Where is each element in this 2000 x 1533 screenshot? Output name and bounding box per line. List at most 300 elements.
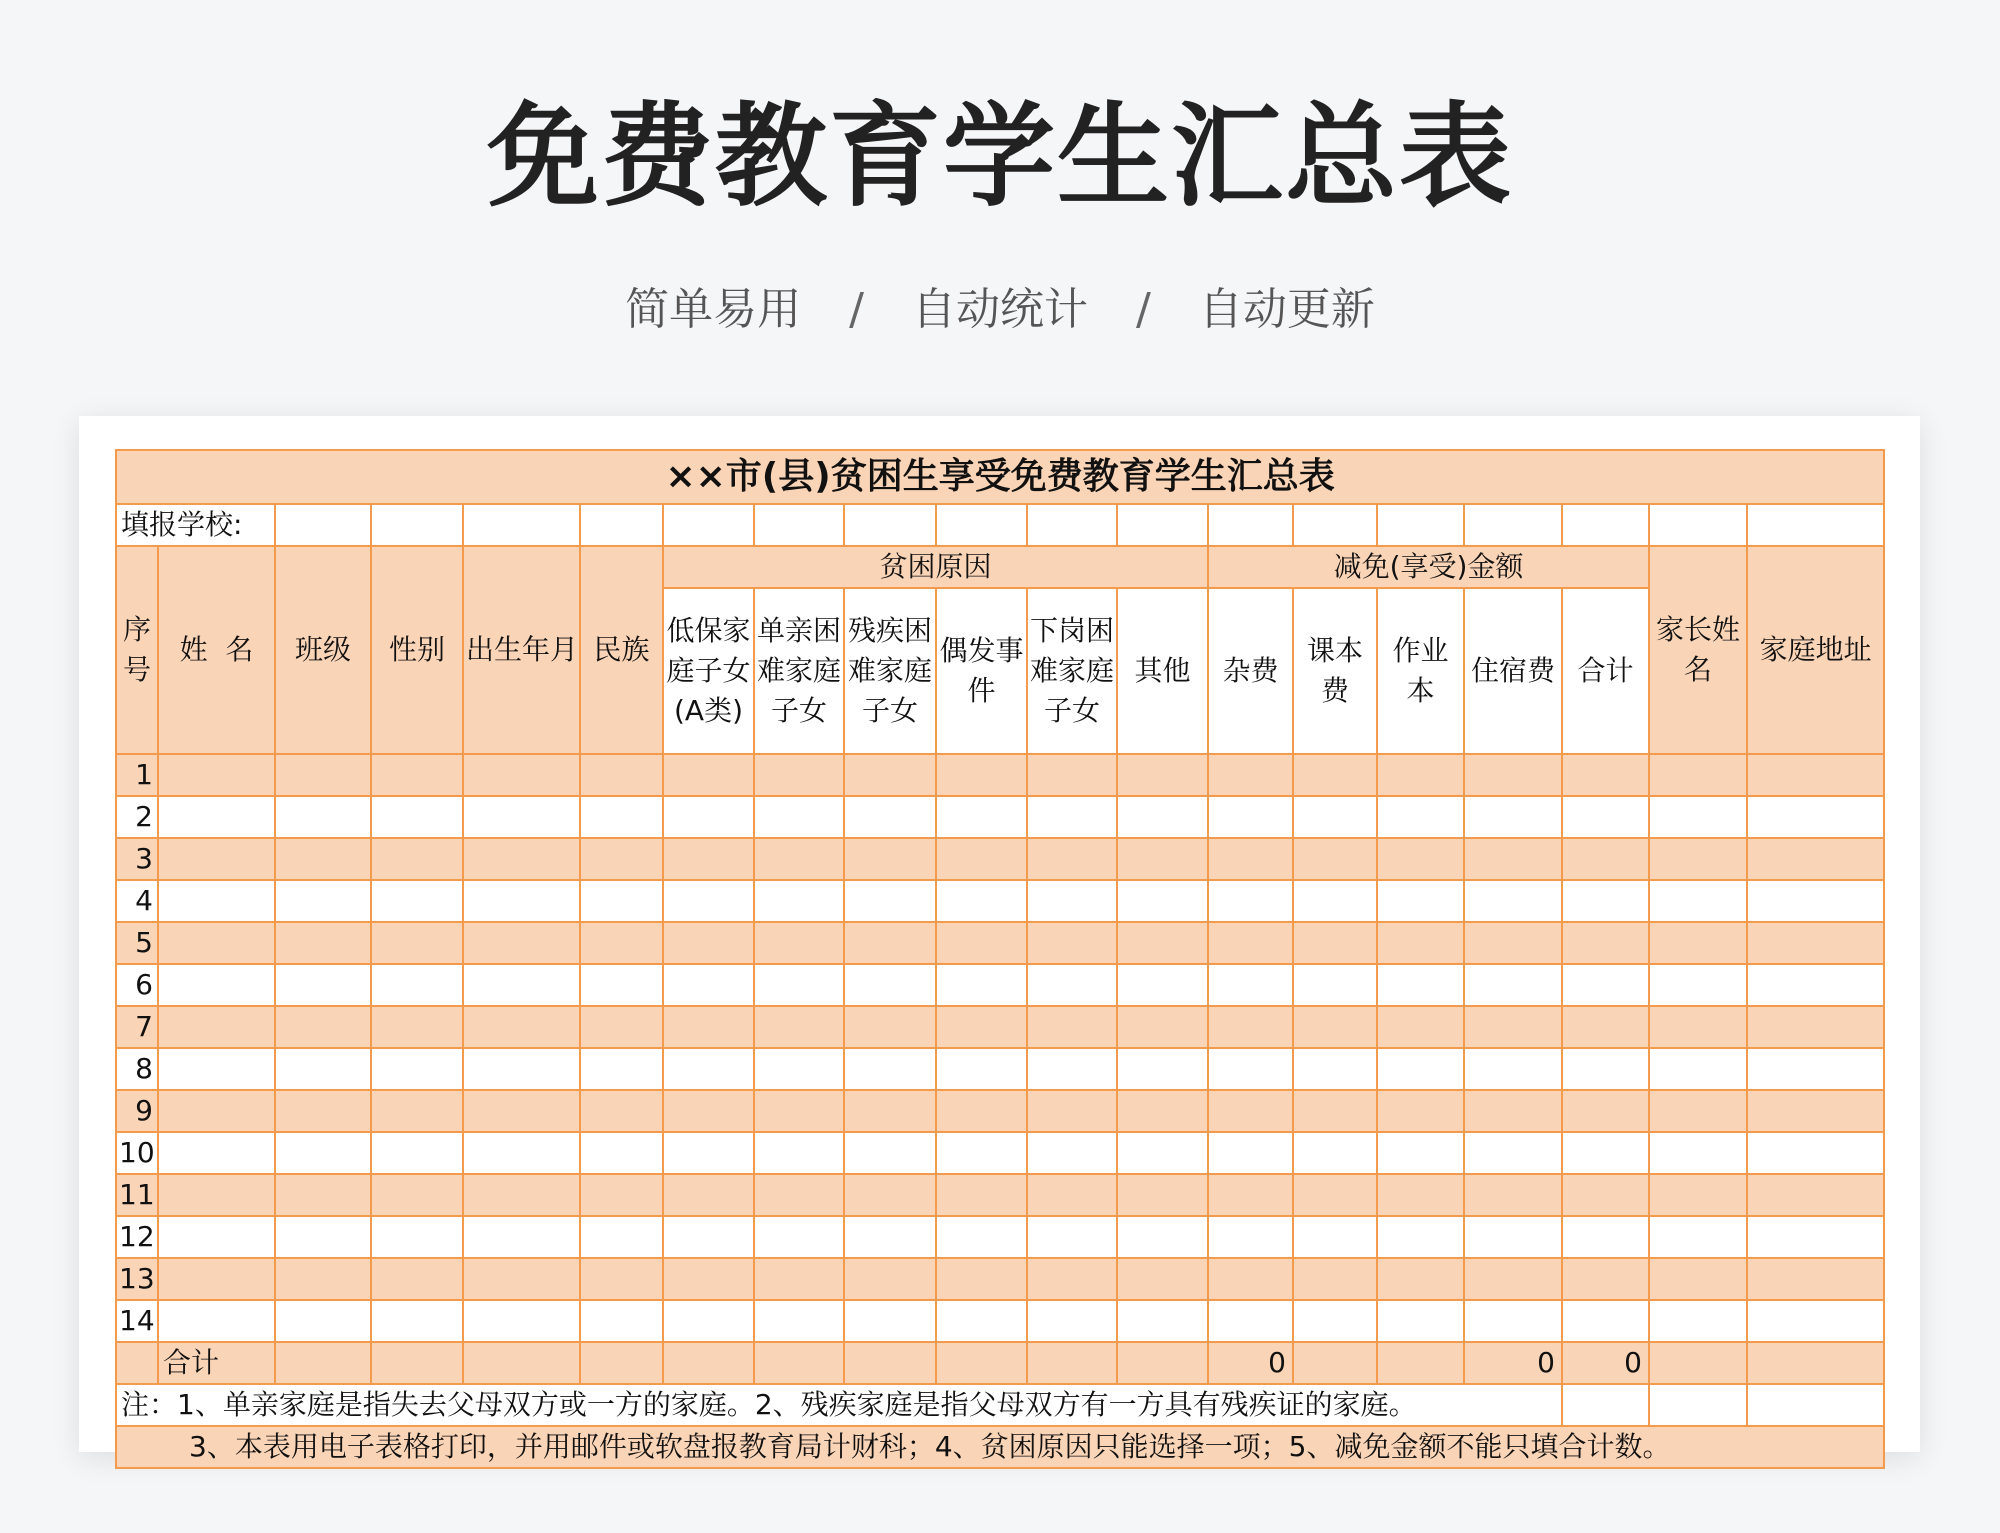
cell[interactable] — [1747, 964, 1884, 1006]
cell[interactable] — [463, 754, 580, 796]
cell[interactable] — [463, 1300, 580, 1342]
cell[interactable] — [754, 1258, 844, 1300]
cell[interactable] — [754, 1048, 844, 1090]
cell[interactable] — [1027, 1006, 1117, 1048]
cell[interactable] — [275, 1090, 371, 1132]
cell[interactable] — [844, 1048, 936, 1090]
cell[interactable] — [463, 1342, 580, 1384]
cell[interactable] — [1117, 964, 1208, 1006]
cell[interactable] — [1117, 504, 1208, 546]
cell[interactable] — [1208, 964, 1293, 1006]
cell[interactable] — [1293, 1258, 1377, 1300]
cell[interactable] — [158, 1048, 275, 1090]
cell[interactable] — [1464, 754, 1562, 796]
cell[interactable] — [463, 922, 580, 964]
cell[interactable] — [1027, 754, 1117, 796]
cell[interactable] — [1464, 504, 1562, 546]
cell[interactable] — [1562, 754, 1649, 796]
feature-auto-stats: 自动统计 — [912, 284, 1088, 335]
cell[interactable] — [754, 922, 844, 964]
cell[interactable] — [580, 1132, 663, 1174]
cell[interactable] — [1293, 1174, 1377, 1216]
cell[interactable] — [1649, 838, 1747, 880]
cell[interactable] — [1464, 1216, 1562, 1258]
cell[interactable] — [158, 1258, 275, 1300]
cell[interactable] — [754, 1090, 844, 1132]
cell[interactable] — [1293, 838, 1377, 880]
cell[interactable] — [663, 880, 754, 922]
cell[interactable] — [1208, 754, 1293, 796]
cell[interactable] — [1208, 1132, 1293, 1174]
cell[interactable] — [1027, 1132, 1117, 1174]
cell[interactable] — [371, 796, 463, 838]
cell[interactable] — [844, 1006, 936, 1048]
cell[interactable] — [1464, 1006, 1562, 1048]
table-row — [116, 1174, 1884, 1216]
cell[interactable] — [1377, 1300, 1464, 1342]
cell[interactable] — [1117, 754, 1208, 796]
cell[interactable] — [663, 1216, 754, 1258]
cell[interactable] — [1562, 1216, 1649, 1258]
cell[interactable] — [463, 796, 580, 838]
cell[interactable] — [844, 796, 936, 838]
cell[interactable] — [1649, 880, 1747, 922]
cell[interactable] — [1027, 1342, 1117, 1384]
cell[interactable] — [844, 838, 936, 880]
cell[interactable] — [1293, 504, 1377, 546]
cell[interactable] — [1027, 1048, 1117, 1090]
cell[interactable] — [1747, 1300, 1884, 1342]
cell[interactable] — [1377, 504, 1464, 546]
cell[interactable] — [1747, 796, 1884, 838]
cell[interactable] — [1117, 1132, 1208, 1174]
cell[interactable] — [1649, 1258, 1747, 1300]
table-row — [116, 1300, 1884, 1342]
total-misc-fee[interactable]: 0 — [1208, 1342, 1293, 1384]
cell[interactable] — [1649, 1048, 1747, 1090]
cell[interactable] — [1377, 922, 1464, 964]
cell[interactable] — [754, 880, 844, 922]
cell[interactable] — [1747, 1384, 1884, 1426]
cell[interactable] — [158, 796, 275, 838]
cell[interactable] — [663, 964, 754, 1006]
cell[interactable] — [1562, 504, 1649, 546]
cell[interactable] — [463, 1006, 580, 1048]
cell[interactable] — [1117, 1216, 1208, 1258]
cell[interactable] — [580, 838, 663, 880]
cell[interactable] — [844, 1300, 936, 1342]
cell[interactable] — [1377, 1132, 1464, 1174]
cell[interactable] — [1377, 880, 1464, 922]
cell[interactable] — [1377, 1258, 1464, 1300]
cell[interactable] — [1747, 504, 1884, 546]
cell[interactable] — [663, 1006, 754, 1048]
cell[interactable] — [1747, 1258, 1884, 1300]
cell[interactable] — [1293, 754, 1377, 796]
cell[interactable] — [1562, 1300, 1649, 1342]
cell[interactable] — [275, 1132, 371, 1174]
cell[interactable] — [1117, 880, 1208, 922]
cell[interactable] — [754, 1300, 844, 1342]
cell[interactable] — [1747, 880, 1884, 922]
cell[interactable] — [371, 1174, 463, 1216]
cell[interactable] — [1293, 922, 1377, 964]
cell[interactable] — [663, 754, 754, 796]
cell[interactable] — [754, 796, 844, 838]
cell[interactable] — [936, 1090, 1027, 1132]
cell[interactable] — [1464, 964, 1562, 1006]
cell[interactable] — [463, 1216, 580, 1258]
school-input-cell[interactable] — [275, 504, 371, 546]
cell[interactable] — [158, 922, 275, 964]
cell[interactable] — [371, 1090, 463, 1132]
cell[interactable] — [580, 880, 663, 922]
cell[interactable] — [580, 1300, 663, 1342]
cell[interactable] — [1464, 1300, 1562, 1342]
cell[interactable] — [1377, 1216, 1464, 1258]
cell[interactable] — [371, 1006, 463, 1048]
cell[interactable] — [1027, 1300, 1117, 1342]
cell[interactable] — [158, 1216, 275, 1258]
cell[interactable] — [158, 1090, 275, 1132]
cell[interactable] — [844, 1216, 936, 1258]
cell[interactable] — [754, 1006, 844, 1048]
cell[interactable] — [936, 838, 1027, 880]
cell[interactable] — [580, 1174, 663, 1216]
cell[interactable] — [754, 1132, 844, 1174]
cell[interactable] — [1562, 922, 1649, 964]
cell[interactable] — [371, 964, 463, 1006]
cell[interactable] — [936, 1132, 1027, 1174]
cell[interactable] — [1562, 1048, 1649, 1090]
cell[interactable] — [754, 1342, 844, 1384]
cell[interactable] — [663, 1174, 754, 1216]
cell[interactable] — [1562, 1132, 1649, 1174]
cell[interactable] — [754, 1216, 844, 1258]
cell[interactable] — [844, 922, 936, 964]
cell[interactable] — [1027, 1216, 1117, 1258]
cell[interactable] — [1377, 796, 1464, 838]
cell[interactable] — [275, 838, 371, 880]
cell[interactable] — [1208, 796, 1293, 838]
school-label: 填报学校: — [116, 504, 275, 546]
cell[interactable] — [1117, 796, 1208, 838]
cell[interactable] — [1208, 1216, 1293, 1258]
cell[interactable] — [1747, 1090, 1884, 1132]
cell[interactable] — [463, 1258, 580, 1300]
cell[interactable] — [844, 754, 936, 796]
cell[interactable] — [663, 922, 754, 964]
cell[interactable] — [371, 754, 463, 796]
header-group-poverty: 贫困原因 — [663, 546, 1208, 588]
cell[interactable] — [275, 1216, 371, 1258]
cell[interactable] — [1027, 1174, 1117, 1216]
cell[interactable] — [936, 1258, 1027, 1300]
cell[interactable] — [1649, 1006, 1747, 1048]
cell[interactable] — [1027, 504, 1117, 546]
cell[interactable] — [1027, 838, 1117, 880]
cell[interactable] — [1208, 1090, 1293, 1132]
cell[interactable] — [754, 754, 844, 796]
cell[interactable] — [1377, 754, 1464, 796]
cell[interactable] — [844, 1342, 936, 1384]
cell[interactable] — [1747, 922, 1884, 964]
cell[interactable] — [1464, 838, 1562, 880]
cell[interactable] — [1293, 1342, 1377, 1384]
cell[interactable] — [936, 1300, 1027, 1342]
cell[interactable] — [275, 796, 371, 838]
cell[interactable] — [1747, 1342, 1884, 1384]
cell[interactable] — [936, 1048, 1027, 1090]
cell[interactable] — [371, 922, 463, 964]
cell[interactable] — [1117, 838, 1208, 880]
cell[interactable] — [844, 1132, 936, 1174]
cell[interactable] — [1027, 1258, 1117, 1300]
cell[interactable] — [463, 1048, 580, 1090]
cell[interactable] — [463, 964, 580, 1006]
cell[interactable] — [936, 504, 1027, 546]
cell[interactable] — [1027, 964, 1117, 1006]
cell[interactable] — [371, 880, 463, 922]
cell[interactable] — [158, 1132, 275, 1174]
cell[interactable] — [116, 1342, 158, 1384]
cell[interactable] — [1027, 922, 1117, 964]
cell[interactable] — [1117, 1090, 1208, 1132]
cell[interactable] — [371, 1300, 463, 1342]
cell[interactable] — [1649, 1174, 1747, 1216]
cell[interactable] — [844, 964, 936, 1006]
cell[interactable] — [371, 1258, 463, 1300]
cell[interactable] — [371, 1048, 463, 1090]
cell[interactable] — [1293, 1216, 1377, 1258]
total-lodging-fee[interactable]: 0 — [1464, 1342, 1562, 1384]
cell[interactable] — [580, 754, 663, 796]
cell[interactable] — [580, 1090, 663, 1132]
cell[interactable] — [1027, 796, 1117, 838]
cell[interactable] — [371, 1132, 463, 1174]
cell[interactable] — [1377, 1048, 1464, 1090]
cell[interactable] — [1464, 922, 1562, 964]
cell[interactable] — [936, 880, 1027, 922]
cell[interactable] — [275, 964, 371, 1006]
cell[interactable] — [663, 1090, 754, 1132]
cell[interactable] — [275, 1048, 371, 1090]
cell[interactable] — [463, 1090, 580, 1132]
cell[interactable] — [1747, 754, 1884, 796]
cell[interactable] — [1293, 1132, 1377, 1174]
cell[interactable] — [158, 1006, 275, 1048]
cell[interactable] — [1293, 796, 1377, 838]
cell[interactable] — [1562, 964, 1649, 1006]
cell[interactable] — [1117, 922, 1208, 964]
cell[interactable] — [1562, 1384, 1649, 1426]
cell[interactable] — [1649, 964, 1747, 1006]
cell[interactable] — [1464, 1258, 1562, 1300]
cell[interactable] — [1377, 964, 1464, 1006]
cell[interactable] — [1464, 1132, 1562, 1174]
cell[interactable] — [1562, 1090, 1649, 1132]
cell[interactable] — [1649, 796, 1747, 838]
cell[interactable] — [275, 1342, 371, 1384]
cell[interactable] — [580, 1216, 663, 1258]
cell[interactable] — [663, 796, 754, 838]
cell[interactable] — [1208, 1300, 1293, 1342]
cell[interactable] — [1464, 880, 1562, 922]
cell[interactable] — [1649, 1090, 1747, 1132]
cell[interactable] — [663, 838, 754, 880]
cell[interactable] — [580, 1342, 663, 1384]
cell[interactable] — [1208, 922, 1293, 964]
cell[interactable] — [1649, 1216, 1747, 1258]
cell[interactable] — [371, 504, 463, 546]
cell[interactable] — [844, 1090, 936, 1132]
cell[interactable] — [663, 1132, 754, 1174]
cell[interactable] — [754, 1174, 844, 1216]
cell[interactable] — [1293, 964, 1377, 1006]
cell[interactable] — [663, 1342, 754, 1384]
cell[interactable] — [158, 1174, 275, 1216]
cell[interactable] — [371, 838, 463, 880]
cell[interactable] — [158, 964, 275, 1006]
sheet-title: ××市(县)贫困生享受免费教育学生汇总表 — [116, 450, 1884, 504]
cell[interactable] — [1747, 1132, 1884, 1174]
cell[interactable] — [844, 880, 936, 922]
cell[interactable] — [1464, 1174, 1562, 1216]
cell[interactable] — [844, 1174, 936, 1216]
cell[interactable] — [1208, 1048, 1293, 1090]
cell[interactable] — [275, 1174, 371, 1216]
cell[interactable] — [1747, 1048, 1884, 1090]
cell[interactable] — [1377, 838, 1464, 880]
cell[interactable] — [1027, 1090, 1117, 1132]
cell[interactable] — [663, 1048, 754, 1090]
cell[interactable] — [1293, 1006, 1377, 1048]
cell[interactable] — [580, 1048, 663, 1090]
cell[interactable] — [1649, 1342, 1747, 1384]
cell[interactable] — [1649, 754, 1747, 796]
cell[interactable] — [936, 754, 1027, 796]
cell[interactable] — [1562, 838, 1649, 880]
cell[interactable] — [580, 964, 663, 1006]
cell[interactable] — [754, 964, 844, 1006]
cell[interactable] — [1649, 504, 1747, 546]
cell[interactable] — [1747, 1216, 1884, 1258]
cell[interactable] — [275, 754, 371, 796]
cell[interactable] — [275, 1300, 371, 1342]
total-sum[interactable]: 0 — [1562, 1342, 1649, 1384]
cell[interactable] — [1208, 504, 1293, 546]
cell[interactable] — [1649, 1132, 1747, 1174]
cell[interactable] — [1117, 1006, 1208, 1048]
cell[interactable] — [1117, 1048, 1208, 1090]
cell[interactable] — [275, 1006, 371, 1048]
cell[interactable] — [1208, 838, 1293, 880]
cell[interactable] — [936, 1342, 1027, 1384]
cell[interactable] — [158, 880, 275, 922]
cell[interactable] — [1027, 880, 1117, 922]
cell[interactable] — [1649, 1384, 1747, 1426]
cell[interactable] — [1747, 838, 1884, 880]
cell[interactable] — [936, 1174, 1027, 1216]
cell[interactable] — [580, 1258, 663, 1300]
cell[interactable] — [580, 1006, 663, 1048]
cell[interactable] — [936, 922, 1027, 964]
cell[interactable] — [754, 838, 844, 880]
cell[interactable] — [1649, 922, 1747, 964]
cell[interactable] — [1562, 1258, 1649, 1300]
cell[interactable] — [844, 504, 936, 546]
cell[interactable] — [1208, 1006, 1293, 1048]
cell[interactable] — [1293, 880, 1377, 922]
cell[interactable] — [463, 1132, 580, 1174]
cell[interactable] — [1649, 1300, 1747, 1342]
cell[interactable] — [1747, 1006, 1884, 1048]
cell[interactable] — [580, 504, 663, 546]
cell[interactable] — [754, 504, 844, 546]
table-row — [116, 1132, 1884, 1174]
cell[interactable] — [1293, 1090, 1377, 1132]
cell[interactable] — [1117, 1342, 1208, 1384]
cell[interactable] — [663, 504, 754, 546]
cell[interactable] — [1562, 1006, 1649, 1048]
cell[interactable] — [936, 964, 1027, 1006]
cell[interactable] — [1117, 1258, 1208, 1300]
cell[interactable] — [1293, 1048, 1377, 1090]
cell[interactable] — [463, 1174, 580, 1216]
cell[interactable] — [1464, 1048, 1562, 1090]
table-row — [116, 754, 1884, 796]
cell[interactable] — [1747, 1174, 1884, 1216]
cell[interactable] — [844, 1258, 936, 1300]
cell[interactable] — [1562, 880, 1649, 922]
cell[interactable] — [463, 504, 580, 546]
cell[interactable] — [371, 1342, 463, 1384]
cell[interactable] — [580, 922, 663, 964]
cell[interactable] — [936, 796, 1027, 838]
cell[interactable] — [1464, 796, 1562, 838]
cell[interactable] — [463, 838, 580, 880]
cell[interactable] — [1464, 1090, 1562, 1132]
cell[interactable] — [158, 1300, 275, 1342]
cell[interactable] — [1117, 1174, 1208, 1216]
cell[interactable] — [1562, 796, 1649, 838]
cell[interactable] — [275, 1258, 371, 1300]
cell[interactable] — [580, 796, 663, 838]
cell[interactable] — [463, 880, 580, 922]
cell[interactable] — [1377, 1006, 1464, 1048]
cell[interactable] — [1208, 880, 1293, 922]
cell[interactable] — [275, 880, 371, 922]
cell[interactable] — [1562, 1174, 1649, 1216]
cell[interactable] — [371, 1216, 463, 1258]
cell[interactable] — [936, 1216, 1027, 1258]
cell[interactable] — [1293, 1300, 1377, 1342]
cell[interactable] — [1377, 1342, 1464, 1384]
cell[interactable] — [1208, 1258, 1293, 1300]
row-index: 2 — [116, 796, 158, 838]
cell[interactable] — [663, 1258, 754, 1300]
cell[interactable] — [158, 838, 275, 880]
cell[interactable] — [1208, 1174, 1293, 1216]
cell[interactable] — [936, 1006, 1027, 1048]
cell[interactable] — [1117, 1300, 1208, 1342]
cell[interactable] — [1377, 1090, 1464, 1132]
cell[interactable] — [663, 1300, 754, 1342]
header-name: 姓 名 — [158, 546, 275, 754]
cell[interactable] — [158, 754, 275, 796]
cell[interactable] — [275, 922, 371, 964]
cell[interactable] — [1377, 1174, 1464, 1216]
